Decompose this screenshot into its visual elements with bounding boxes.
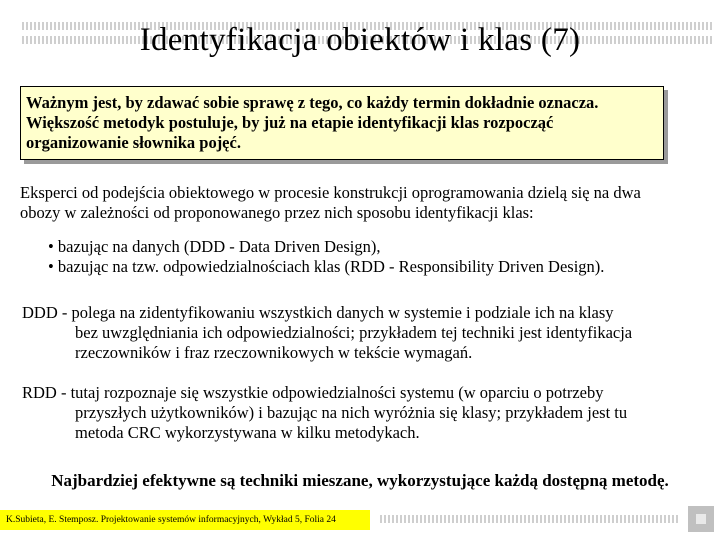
definition-line: bez uwzględniania ich odpowiedzialności; przykładem tej techniki jest identyfikacja — [75, 323, 633, 342]
definition-first-line: RDD - tutaj rozpoznaje się wszystkie odpowiedzialności systemu (w oparciu o potrzeby — [22, 383, 604, 402]
highlight-line: Ważnym jest, by zdawać sobie sprawę z tego, co każdy termin dokładnie oznacza. — [26, 93, 599, 112]
bullet-item-rdd: • bazując na tzw. odpowiedzialnościach klas (RDD - Responsibility Driven Design). — [48, 257, 605, 276]
footer-stripe — [380, 515, 680, 523]
slide-title: Identyfikacja obiektów i klas (7) — [139, 22, 581, 58]
highlight-line: Większość metodyk postuluje, by już na etapie identyfikacji klas rozpocząć — [26, 113, 554, 132]
intro-paragraph — [20, 183, 715, 223]
intro-line: Eksperci od podejścia obiektowego w procesie konstrukcji oprogramowania dzielą się na dwa — [20, 183, 641, 202]
bullet-item-ddd: • bazując na danych (DDD - Data Driven Design), — [48, 237, 381, 256]
conclusion: Najbardziej efektywne są techniki mieszane, wykorzystujące każdą dostępną metodę. — [51, 471, 669, 490]
bullet-list — [48, 237, 713, 277]
footer-citation: K.Subieta, E. Stemposz. Projektowanie systemów informacyjnych, Wykład 5, Folia 24 — [0, 510, 370, 530]
intro-line: obozy w zależności od proponowanego przez nich sposobu identyfikacji klas: — [20, 203, 534, 222]
highlight-box — [20, 86, 664, 160]
definition-line: przyszłych użytkowników) i bazując na nich wyróżnia się klasy; przykładem jest tu — [75, 403, 628, 422]
definition-first-line: DDD - polega na zidentyfikowaniu wszystkich danych w systemie i podziale ich na klasy — [22, 303, 614, 322]
definition-rdd — [22, 383, 712, 443]
corner-square-decoration — [688, 506, 714, 532]
definition-line: rzeczowników i fraz rzeczownikowych w tekście wymagań. — [75, 343, 473, 362]
title-band — [0, 0, 720, 70]
definition-line: metoda CRC wykorzystywana w kilku metodykach. — [75, 423, 420, 442]
definition-ddd — [22, 303, 712, 363]
highlight-line: organizowanie słownika pojęć. — [26, 133, 241, 152]
